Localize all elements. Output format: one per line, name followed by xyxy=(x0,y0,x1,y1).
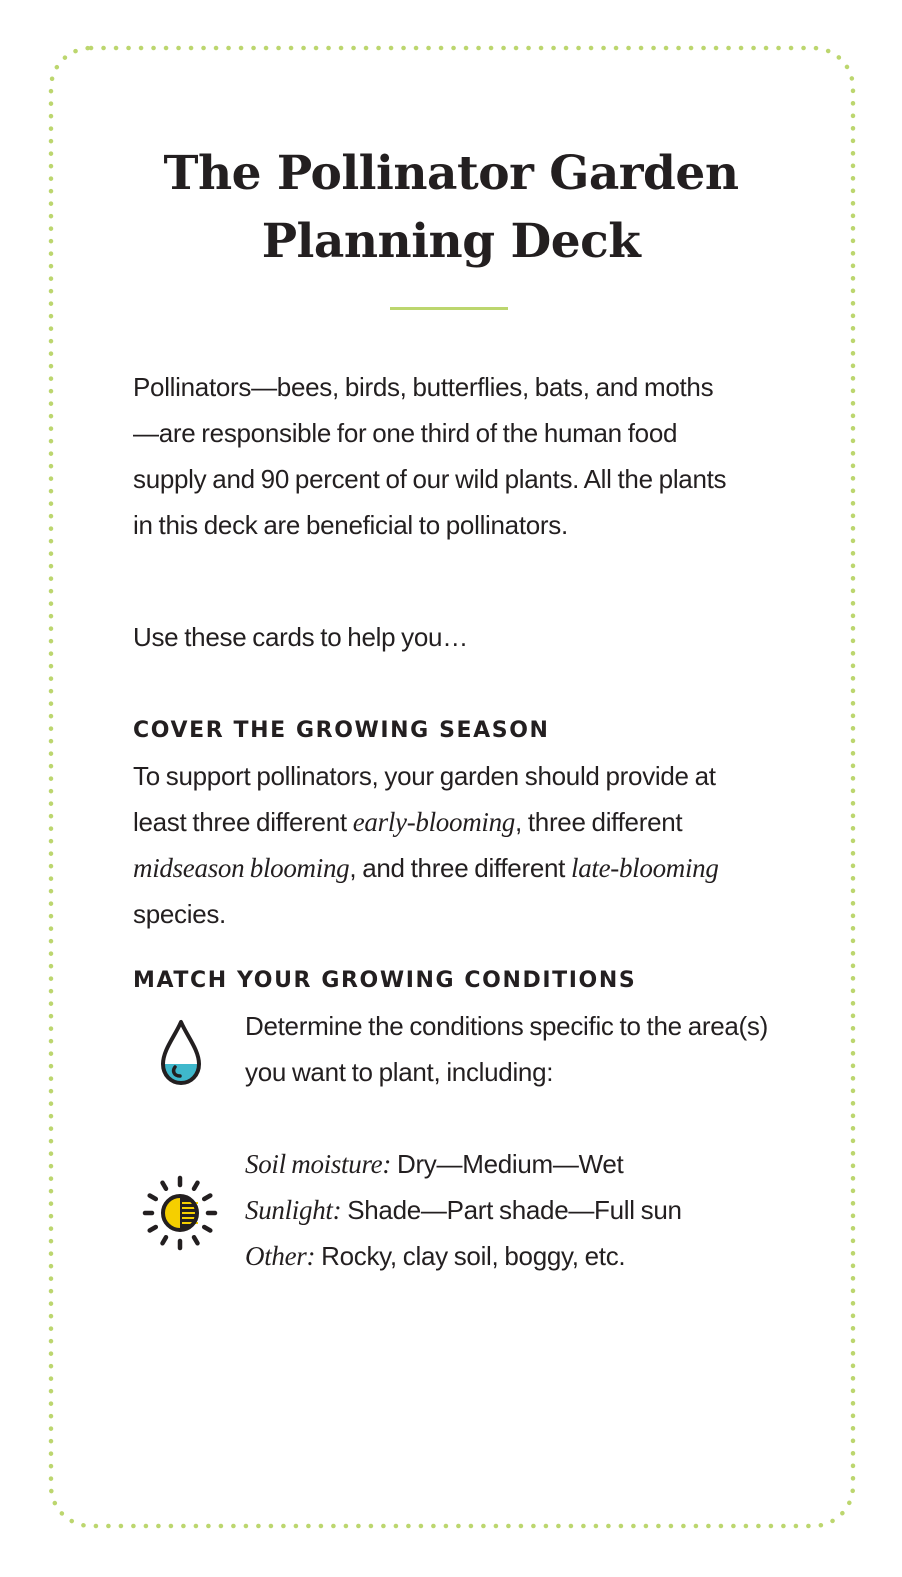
emphasis-late-blooming: late-blooming xyxy=(571,853,719,883)
text-segment: , and three different xyxy=(349,853,571,883)
title-line-2: Planning Deck xyxy=(261,214,641,269)
sun-icon xyxy=(140,1173,220,1253)
emphasis-early-blooming: early-blooming xyxy=(352,807,516,837)
section-heading-growing-conditions: MATCH YOUR GROWING CONDITIONS xyxy=(133,968,637,993)
text-segment: species. xyxy=(133,899,226,929)
title-divider xyxy=(390,307,508,310)
condition-value: Rocky, clay soil, boggy, etc. xyxy=(315,1241,626,1271)
emphasis-midseason-blooming: midseason blooming xyxy=(133,853,350,883)
text-segment: , three different xyxy=(515,807,683,837)
growing-conditions-text: Determine the conditions specific to the area(s) you want to plant, including: xyxy=(245,1011,768,1087)
condition-other xyxy=(245,1233,805,1279)
growing-season-text xyxy=(133,753,743,937)
page-title xyxy=(0,140,902,276)
water-drop-icon xyxy=(158,1018,204,1088)
condition-value: Dry—Medium—Wet xyxy=(391,1149,624,1179)
title-line-1: The Pollinator Garden xyxy=(163,146,739,201)
section-heading-growing-season: COVER THE GROWING SEASON xyxy=(133,718,550,743)
condition-soil-moisture xyxy=(245,1141,805,1187)
condition-value: Shade—Part shade—Full sun xyxy=(341,1195,682,1225)
text-segment: To support pollinators, your garden should provide at least three different xyxy=(133,761,716,837)
condition-sunlight xyxy=(245,1187,805,1233)
condition-label: Sunlight: xyxy=(245,1195,342,1225)
condition-label: Other: xyxy=(245,1241,316,1271)
conditions-list xyxy=(245,1141,805,1279)
intro-lead-in: Use these cards to help you… xyxy=(133,622,468,652)
condition-label: Soil moisture: xyxy=(245,1149,392,1179)
intro-paragraph: Pollinators—bees, birds, butterflies, bats, and moths—are responsible for one third of the human food supply and 90 percent of our wild plants. All the plants in this deck are beneficial to pollinators. xyxy=(133,372,727,540)
